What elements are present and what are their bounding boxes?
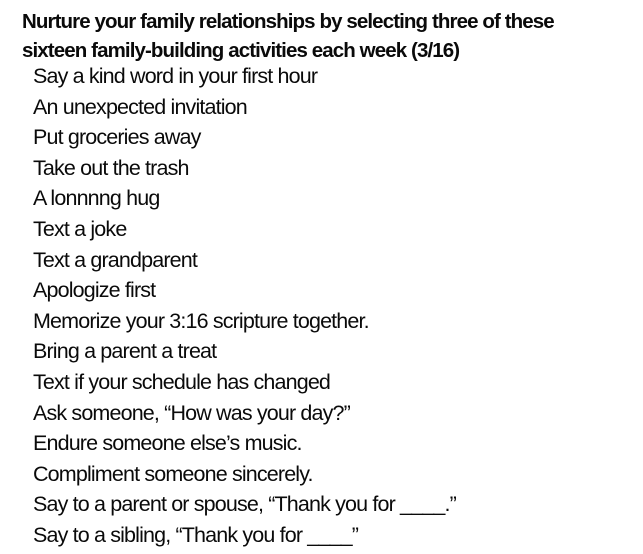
- list-item: Bring a parent a treat: [33, 339, 217, 364]
- activity-list: [33, 61, 633, 551]
- list-item: Ask someone, “How was your day?”: [33, 400, 350, 425]
- list-item: A lonnnng hug: [33, 186, 160, 211]
- list-item: Endure someone else’s music.: [33, 431, 302, 456]
- list-item: An unexpected invitation: [33, 94, 247, 119]
- list-item: Text a joke: [33, 216, 127, 241]
- list-item: Put groceries away: [33, 125, 201, 150]
- list-item: Take out the trash: [33, 155, 189, 180]
- list-item: Compliment someone sincerely.: [33, 461, 313, 486]
- heading-line-2: sixteen family-building activities each week (3/16): [22, 39, 460, 62]
- heading-line-1: Nurture your family relationships by selecting three of these: [22, 10, 554, 33]
- list-item: Apologize first: [33, 278, 156, 303]
- list-item: Text a grandparent: [33, 247, 197, 272]
- page-heading: [22, 7, 642, 65]
- list-item: Memorize your 3:16 scripture together.: [33, 308, 369, 333]
- list-item: Text if your schedule has changed: [33, 369, 331, 394]
- list-item: Say to a parent or spouse, “Thank you for ____.”: [33, 492, 456, 517]
- list-item: Say to a sibling, “Thank you for ____”: [33, 522, 359, 547]
- list-item: Say a kind word in your first hour: [33, 64, 318, 88]
